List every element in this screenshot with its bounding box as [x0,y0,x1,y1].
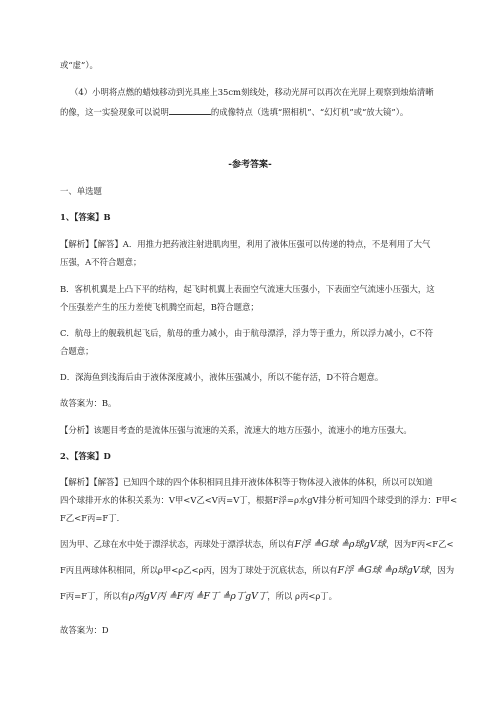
q2-conclusion: 故答案为：D [60,625,109,635]
q2-reasoning-line [60,565,470,576]
intro-line: 或“虚”）。 [60,60,98,70]
q2-reasoning-text: ，因为F丙<F乙< [385,539,454,549]
q2-reasoning-text: 因为甲、乙球在水中处于漂浮状态，丙球处于漂浮状态，所以有 [60,539,295,549]
buoyancy-formula: F浮 ≜G球 ≜ρ球gV球 [337,565,429,576]
q2-analysis-line: 四个球排开水的体积关系为：V甲<V乙<V丙=V丁，根据F浮=ρ水gV排分析可知四个球受到的浮力：F甲< [60,495,458,505]
q1-option-b-line: 个压强差产生的压力差使飞机腾空而起，B符合题意； [60,302,259,312]
q2-reasoning-line [60,539,470,550]
q2-reasoning-text: ，因为 [428,565,455,575]
q2-analysis-line: F乙<F丙=F丁． [60,513,125,523]
q1-option-c-line: 合题意； [60,346,94,356]
q2-reasoning-text: F丙且两球体积相同，所以ρ甲<ρ乙<ρ丙，因为丁球处于沉底状态，所以有 [60,565,338,575]
q1-analysis-line: 【解析】【解答】A．用推力把药液注射进肌肉里，利用了液体压强可以传递的特点，不是利用了大气 [60,239,431,249]
q1-summary: 【分析】该题目考查的是流体压强与流速的关系，流速大的地方压强小，流速小的地方压强大。 [60,425,412,435]
q1-answer: 1、【答案】B [60,212,111,222]
q1-conclusion: 故答案为：B。 [60,398,117,408]
q1-option-d-line: D．深海鱼到浅海后由于液体深度减小，液体压强减小，所以不能存活，D不符合题意。 [60,372,384,382]
section-title: 一、单选题 [60,186,102,196]
question-4-text: （4）小明将点燃的蜡烛移动到光具座上35cm刻线处，移动光屏可以再次在光屏上观察到烛焰清晰 [70,87,434,97]
q1-option-b-line: B．客机机翼是上凸下平的结构，起飞时机翼上表面空气流速大压强小，下表面空气流速小压强大，这 [60,284,435,294]
q2-reasoning-line [60,591,470,602]
answer-heading: -参考答案- [228,160,272,170]
question-4-continuation [60,106,470,118]
answer-blank [169,106,211,115]
q1-analysis-line: 压强，A不符合题意； [60,257,142,267]
question-4-text-a: 的像，这一实验现象可以说明 [60,107,169,117]
buoyancy-formula: F浮 ≜G球 ≜ρ球gV球 [294,539,386,550]
q2-analysis-line: 【解析】【解答】已知四个球的四个体积相同且排开液体体积等于物体浸入液体的体积，所以可以知道 [60,477,433,487]
q2-reasoning-text: ，所以 ρ丙<ρ丁。 [267,591,338,601]
density-formula: ρ丙gV丙 ≜F丙 ≜F丁 ≜ρ丁gV丁 [128,591,268,602]
question-4-text-b: 的成像特点（选填“照相机”、“幻灯机”或“放大镜”）。 [210,107,409,117]
q1-option-c-line: C．航母上的舰载机起飞后，航母的重力减小，由于航母漂浮，浮力等于重力，所以浮力减小，C不符 [60,328,433,338]
q2-reasoning-text: F丙=F丁，所以有 [60,591,129,601]
q2-answer: 2、【答案】D [60,451,111,461]
